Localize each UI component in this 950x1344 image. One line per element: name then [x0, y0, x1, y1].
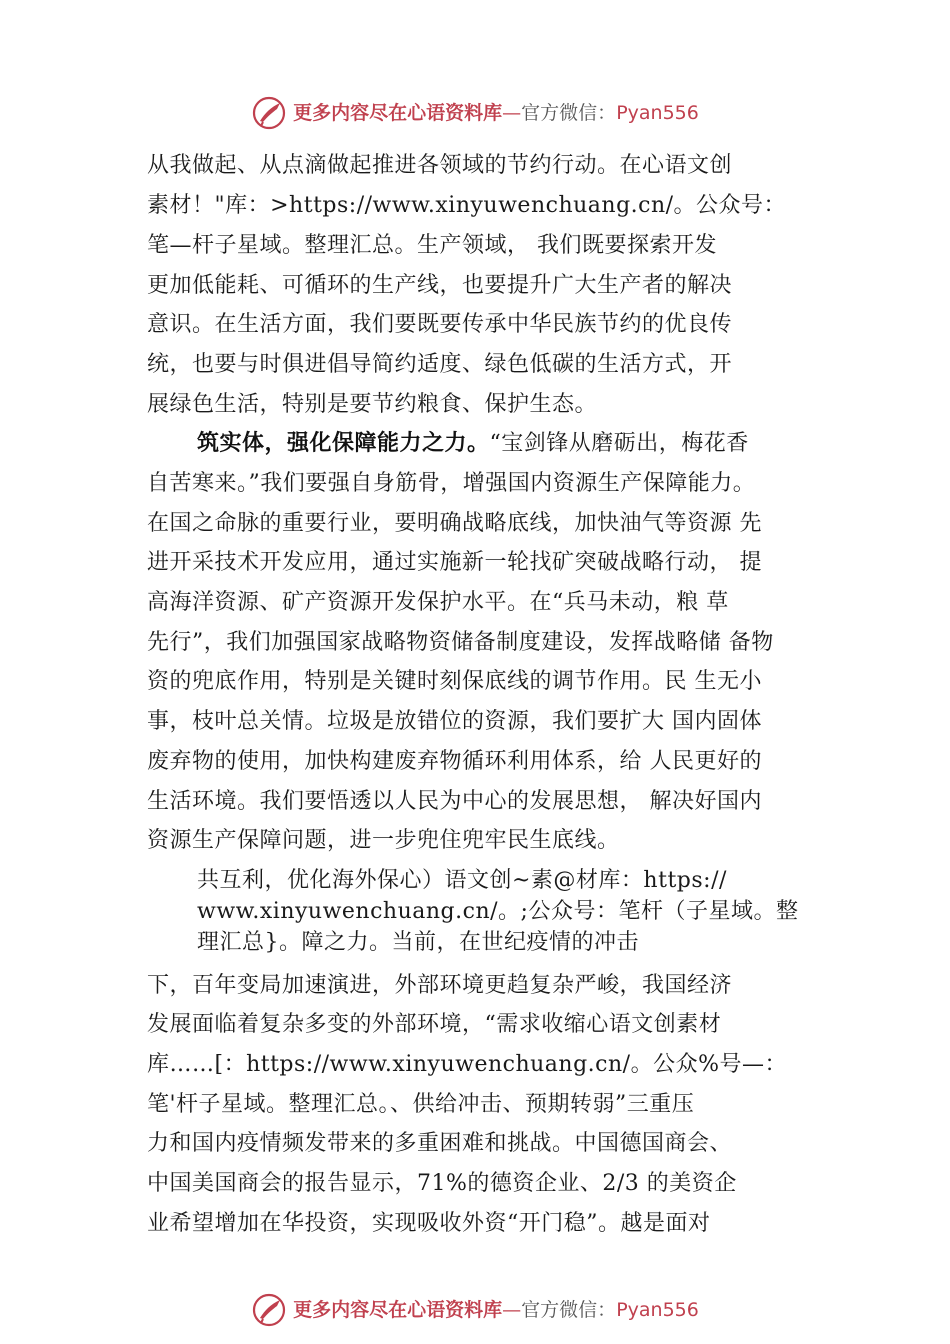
body-line: 更加低能耗、可循环的生产线，也要提升广大生产者的解决	[147, 273, 733, 298]
body-line: 中国美国商会的报告显示，71%的德资企业、2/3 的美资企	[147, 1171, 737, 1196]
indented-line: www.xinyuwenchuang.cn/。;公众号：笔杆（子星域。整	[197, 899, 799, 924]
body-line: 展绿色生活，特别是要节约粮食、保护生态。	[147, 392, 598, 417]
body-line: 意识。在生活方面，我们要既要传承中华民族节约的优良传	[147, 312, 733, 337]
body-line: 先行”，我们加强国家战略物资储备制度建设，发挥战略储 备物	[147, 630, 774, 655]
body-line: 笔—杆子星域。整理汇总。生产领域， 我们既要探索开发	[147, 233, 717, 258]
body-line: 笔'杆子星域。整理汇总。、供给冲击、预期转弱”三重压	[147, 1092, 695, 1117]
banner-main: 更多内容尽在心语资料库	[293, 1298, 503, 1321]
section-heading: 筑实体，强化保障能力之力。	[197, 431, 490, 456]
body-line: 在国之命脉的重要行业，要明确战略底线，加快油气等资源 先	[147, 511, 762, 536]
body-line: 废弃物的使用，加快构建废弃物循环利用体系，给 人民更好的	[147, 749, 762, 774]
banner-separator: —	[502, 101, 522, 124]
indented-line: 共互利，优化海外保心）语文创~素@材库：https://	[197, 868, 727, 893]
body-line: 从我做起、从点滴做起推进各领域的节约行动。在心语文创	[147, 153, 733, 178]
body-line: 业希望增加在华投资，实现吸收外资“开门稳”。越是面对	[147, 1211, 711, 1236]
banner-wechat-id: Pyan556	[616, 1298, 699, 1321]
body-line: 事，枝叶总关情。垃圾是放错位的资源，我们要扩大 国内固体	[147, 709, 762, 734]
section-heading-line	[197, 429, 749, 459]
header-banner	[0, 93, 950, 133]
body-line: 素材！"库：>https://www.xinyuwenchuang.cn/。公众号：	[147, 193, 787, 218]
body-line: 库……[：https://www.xinyuwenchuang.cn/。公众%号—：	[147, 1052, 787, 1077]
heading-quote: “宝剑锋从磨砺出，梅花香	[489, 431, 749, 456]
footer-banner	[0, 1290, 950, 1330]
body-line: 发展面临着复杂多变的外部环境，“需求收缩心语文创素材	[147, 1012, 722, 1037]
body-line: 生活环境。我们要悟透以人民为中心的发展思想， 解决好国内	[147, 789, 762, 814]
body-line: 自苦寒来。”我们要强自身筋骨，增强国内资源生产保障能力。	[147, 471, 756, 496]
banner-label: 官方微信：	[521, 1298, 617, 1321]
banner-text	[293, 101, 699, 124]
indented-line: 理汇总}。障之力。当前，在世纪疫情的冲击	[197, 930, 639, 955]
body-line: 下，百年变局加速演进，外部环境更趋复杂严峻，我国经济	[147, 973, 733, 998]
banner-main: 更多内容尽在心语资料库	[293, 101, 503, 124]
banner-separator: —	[502, 1298, 522, 1321]
xinyu-logo-icon	[251, 95, 287, 131]
banner-text	[293, 1298, 699, 1321]
body-line: 资源生产保障问题，进一步兜住兜牢民生底线。	[147, 828, 620, 853]
body-line: 资的兜底作用，特别是关键时刻保底线的调节作用。民 生无小	[147, 669, 762, 694]
body-line: 统，也要与时俱进倡导简约适度、绿色低碳的生活方式，开	[147, 352, 733, 377]
body-line: 进开采技术开发应用，通过实施新一轮找矿突破战略行动， 提	[147, 550, 762, 575]
xinyu-logo-icon	[251, 1292, 287, 1328]
banner-label: 官方微信：	[521, 101, 617, 124]
body-line: 力和国内疫情频发带来的多重困难和挑战。中国德国商会、	[147, 1131, 733, 1156]
body-line: 高海洋资源、矿产资源开发保护水平。在“兵马未动，粮 草	[147, 590, 729, 615]
banner-wechat-id: Pyan556	[616, 101, 699, 124]
